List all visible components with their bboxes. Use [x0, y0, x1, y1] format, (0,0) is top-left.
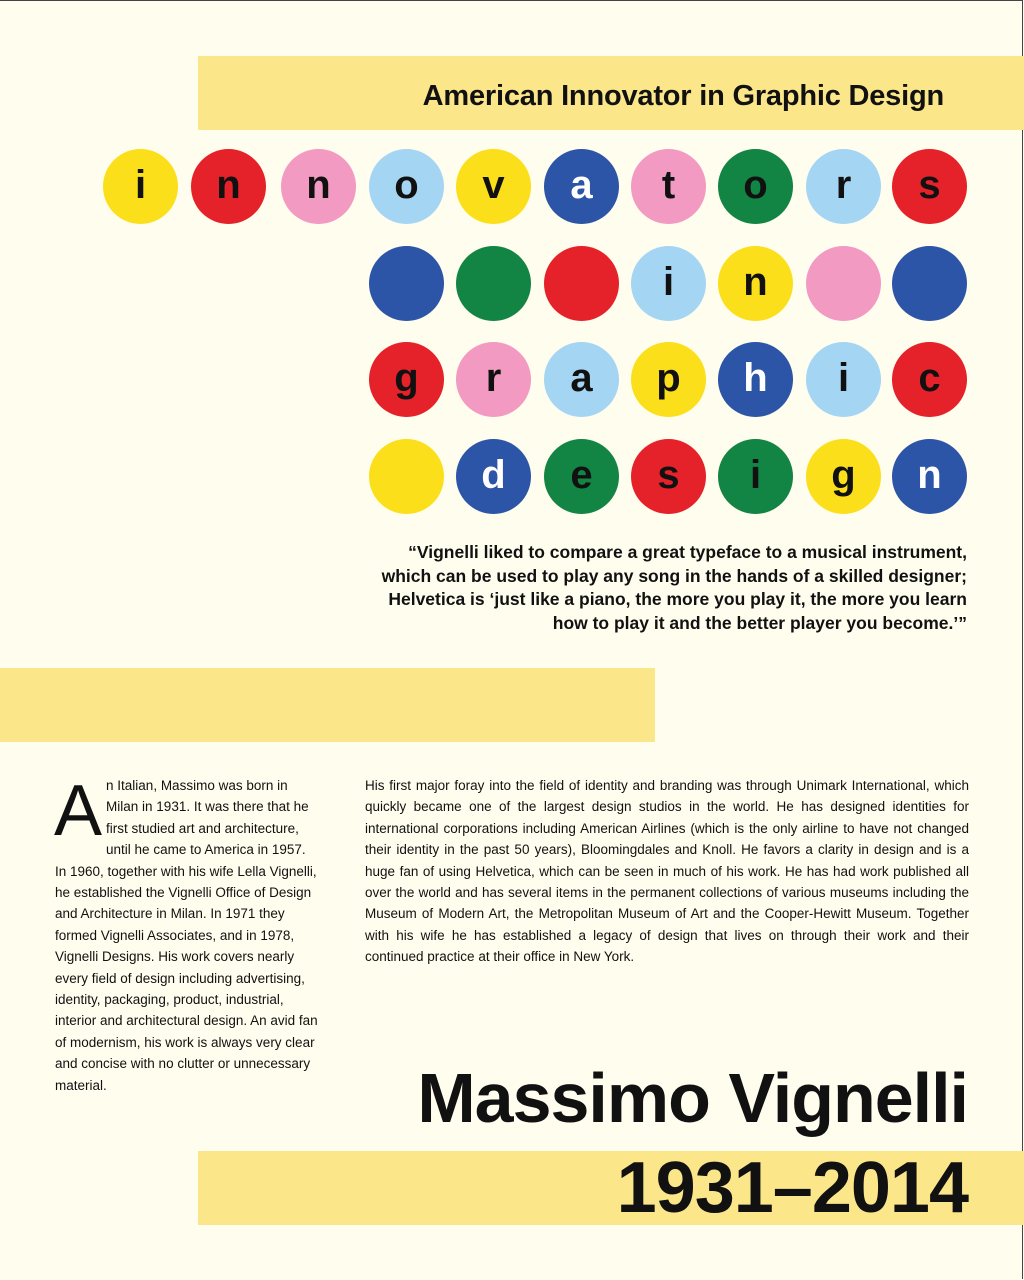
- letter-dot: [892, 246, 967, 321]
- letter-dot: a: [544, 342, 619, 417]
- letter-dot: o: [369, 149, 444, 224]
- letter-dot: n: [281, 149, 356, 224]
- letter-dot: t: [631, 149, 706, 224]
- letter-dot: n: [191, 149, 266, 224]
- letter-dot: g: [806, 439, 881, 514]
- divider-band: [0, 668, 655, 742]
- letter-dot: p: [631, 342, 706, 417]
- letter-dot: [369, 246, 444, 321]
- drop-cap: A: [54, 771, 103, 851]
- letter-dot: s: [892, 149, 967, 224]
- letter-dot: i: [718, 439, 793, 514]
- letter-dot: [456, 246, 531, 321]
- letter-dot: s: [631, 439, 706, 514]
- page-subtitle: American Innovator in Graphic Design: [422, 80, 944, 112]
- letter-dot: [369, 439, 444, 514]
- letter-dot: n: [892, 439, 967, 514]
- letter-dot: r: [456, 342, 531, 417]
- letter-dot: d: [456, 439, 531, 514]
- designer-name: Massimo Vignelli: [417, 1059, 968, 1137]
- pull-quote: “Vignelli liked to compare a great typeface to a musical instrument, which can be used to play any song in the hands of a skilled designer; Helvetica is ‘just like a piano, the more you play it, the more you learn how to play it and the better player you become.’”: [381, 542, 967, 633]
- letter-dot: v: [456, 149, 531, 224]
- letter-dot: g: [369, 342, 444, 417]
- letter-dot: e: [544, 439, 619, 514]
- letter-dot: i: [103, 149, 178, 224]
- letter-dot: r: [806, 149, 881, 224]
- letter-dot: [544, 246, 619, 321]
- letter-dot: c: [892, 342, 967, 417]
- letter-dot: n: [718, 246, 793, 321]
- letter-dot: i: [631, 246, 706, 321]
- left-column-text: n Italian, Massimo was born in Milan in 1931. It was there that he first studied art and architecture, until he came to America in 1957. In 1960, together with his wife Lella Vignelli, he established the Vignelli Office of Design and Architecture in Milan. In 1971 they formed Vignelli Associates, and in 1978, Vignelli Designs. His work covers nearly every field of design including advertising, identity, packaging, product, industrial, interior and architectural design. An avid fan of modernism, his work is always very clear and concise with no clutter or unnecessary material.: [55, 778, 318, 1093]
- letter-dot: o: [718, 149, 793, 224]
- letter-dot: i: [806, 342, 881, 417]
- right-text-column: His first major foray into the field of identity and branding was through Unimark International, which quickly became one of the largest design studios in the world. He has designed identities for international corporations including American Airlines (which is the only airline to have not changed their identity in the past 50 years), Bloomingdales and Knoll. He favors a clarity in design and is a huge fan of using Helvetica, which can be seen in much of his work. He has had work published all over the world and has several items in the permanent collections of various museums including the Museum of Modern Art, the Metropolitan Museum of Art and the Cooper-Hewitt Museum. Together with his wife he has established a legacy of design that lives on through their work and their continued practice at their office in New York.: [365, 778, 969, 965]
- left-text-column: [54, 771, 318, 1096]
- letter-dot: [806, 246, 881, 321]
- letter-dot: a: [544, 149, 619, 224]
- letter-dot: h: [718, 342, 793, 417]
- designer-years: 1931–2014: [616, 1148, 968, 1228]
